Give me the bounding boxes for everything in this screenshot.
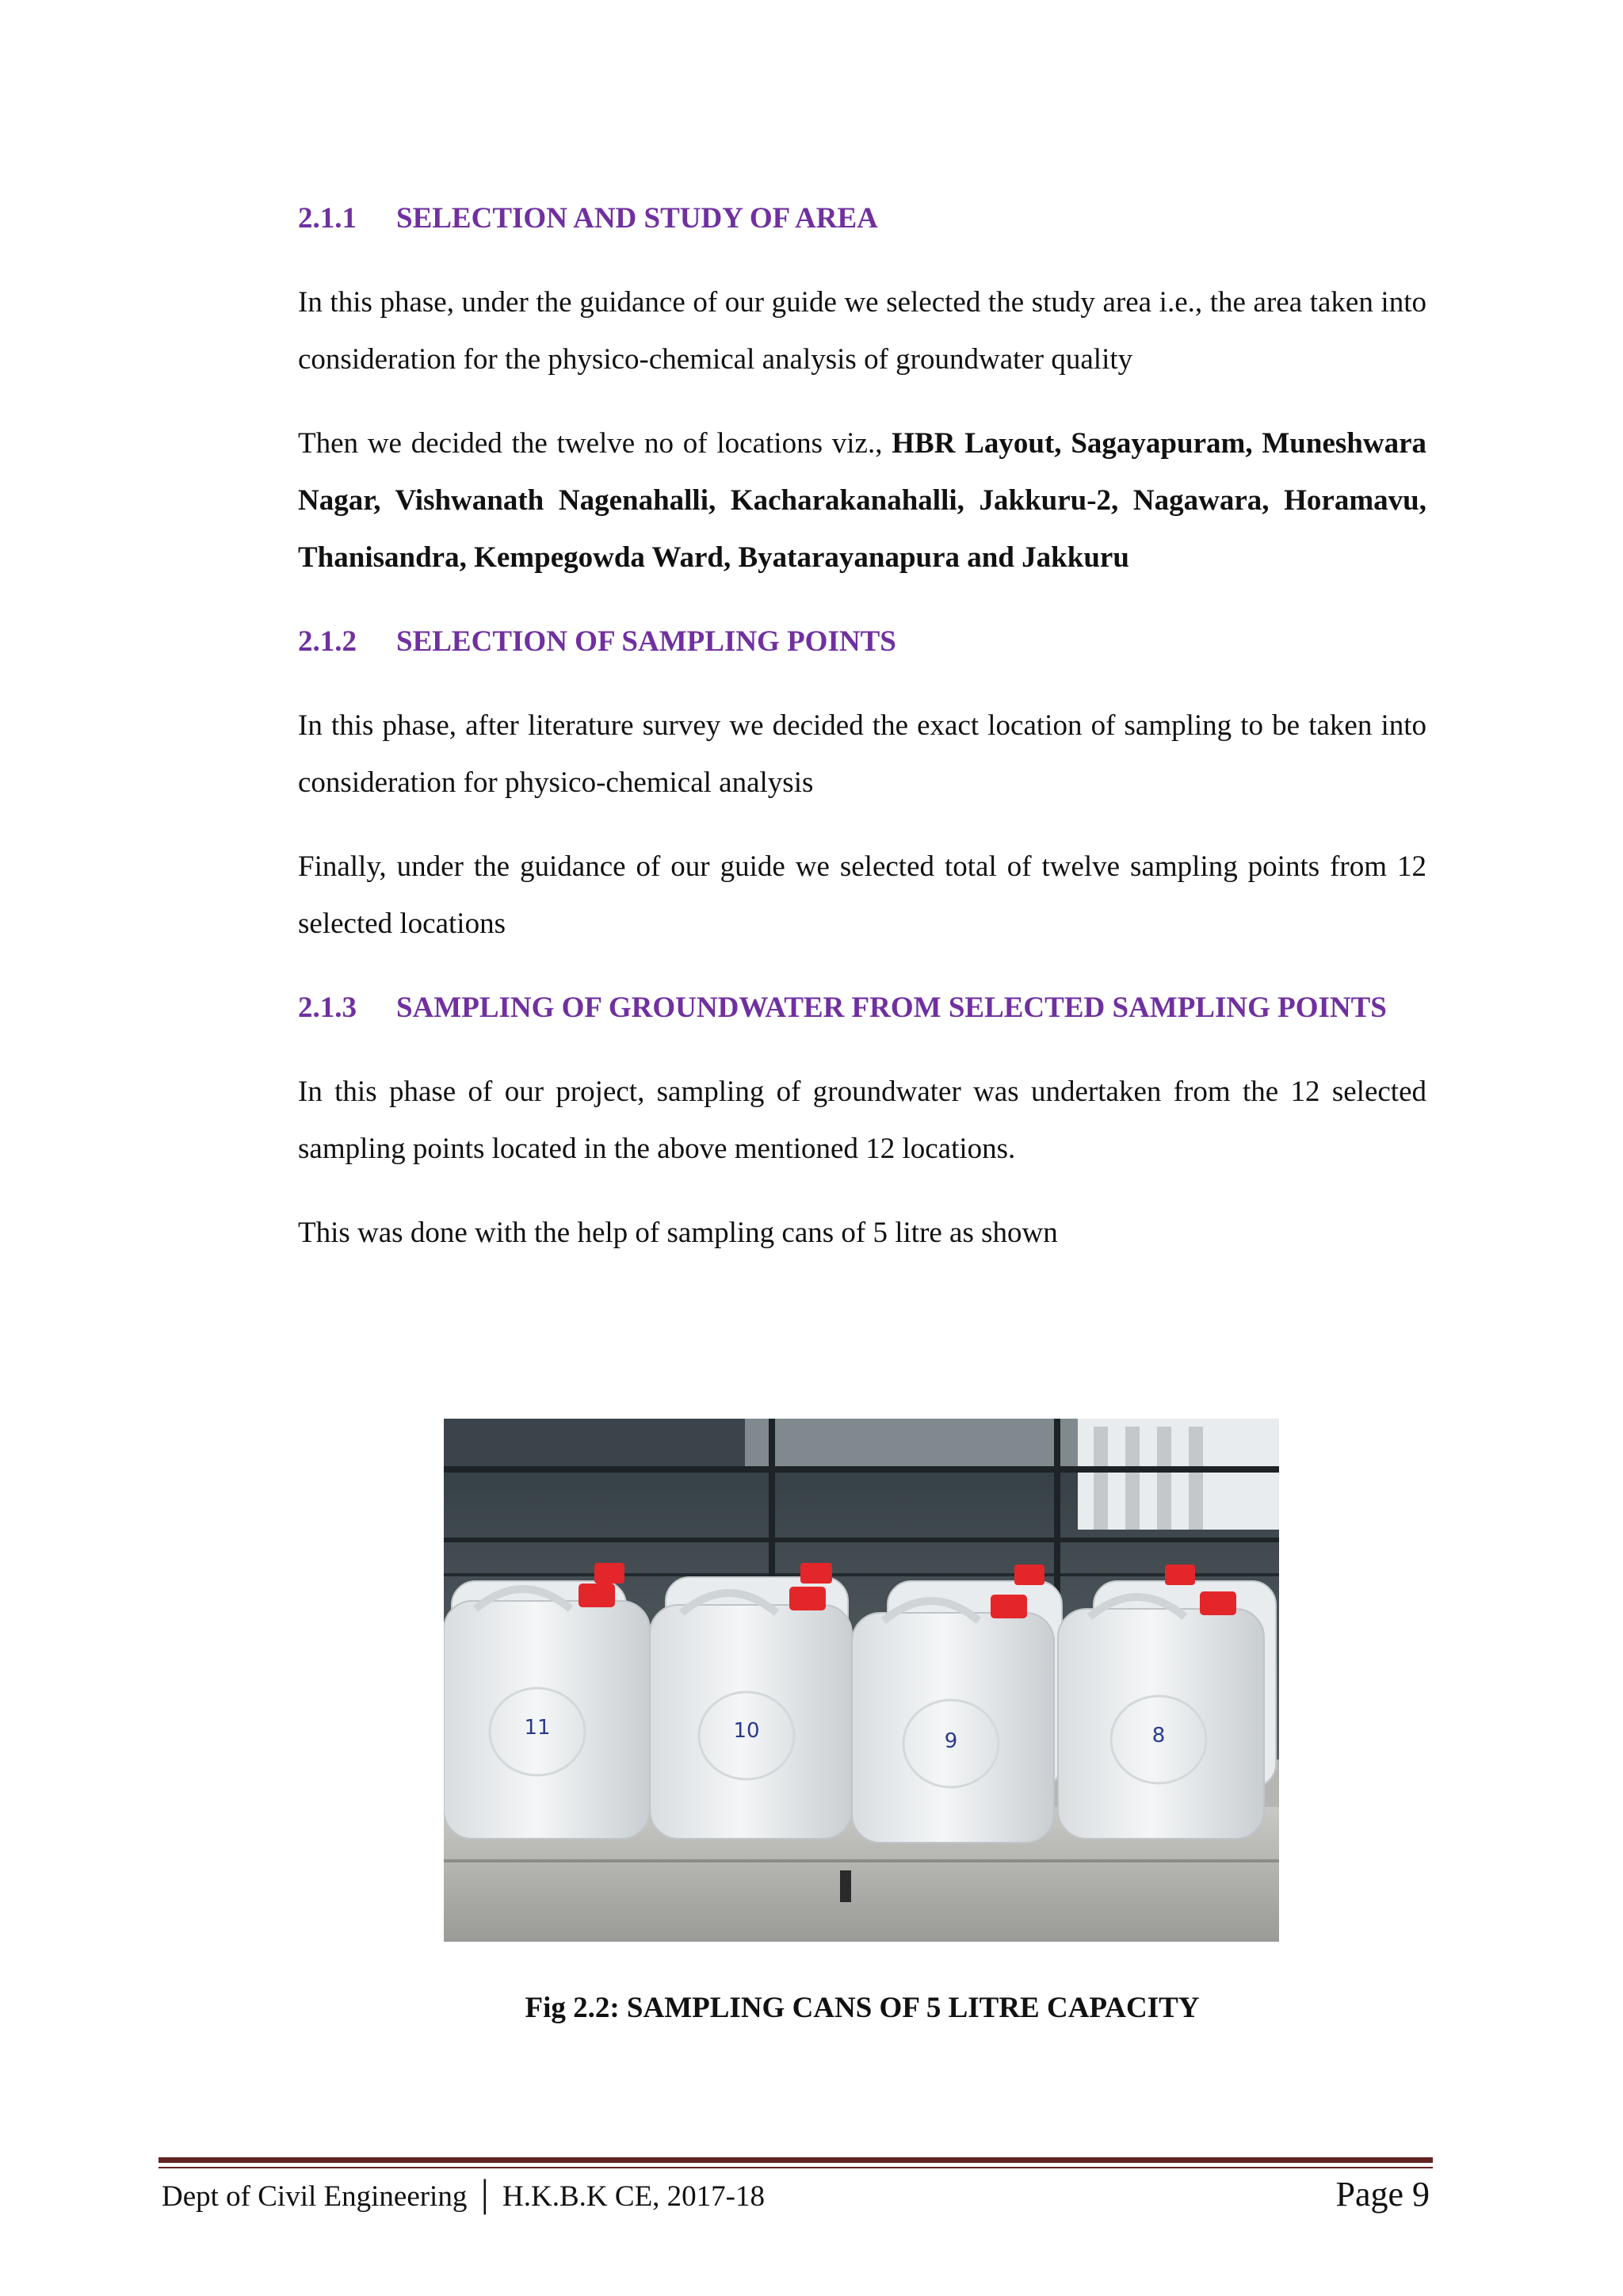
sampling-cans-photo [444,1419,1279,1942]
section-title: SELECTION AND STUDY OF AREA [396,202,878,235]
section-number: 2.1.1 [298,202,357,235]
page-number: Page 9 [1335,2175,1430,2214]
section-heading-2-1-3 [298,980,1426,1037]
can-label-10: 10 [733,1719,760,1743]
paragraph: In this phase, after literature survey we decided the exact location of sampling to be taken into consideration for physico-chemical analysis [298,709,1426,799]
paragraph: This was done with the help of sampling cans of 5 litre as shown [298,1217,1058,1249]
can-label-9: 9 [944,1729,958,1753]
section-number: 2.1.3 [298,991,357,1024]
section-title: SAMPLING OF GROUNDWATER FROM SELECTED SAMPLING POINTS [396,991,1387,1024]
paragraph-intro: Then we decided the twelve no of locations viz., [298,427,892,460]
figure-caption: Fig 2.2: SAMPLING CANS OF 5 LITRE CAPACITY [525,1992,1200,2024]
footer-department: Dept of Civil Engineering │ H.K.B.K CE, 2017-18 [162,2180,765,2213]
paragraph-locations [298,415,1426,586]
page-content [298,190,1426,1262]
locations-list: HBR Layout, Sagayapuram, Muneshwara Nagar, Vishwanath Nagenahalli, Kacharakanahalli, Jakkuru-2, Nagawara, Horamavu, Thanisandra, Kempegowda Ward, Byatarayanapura and Jakkuru [298,427,1426,574]
section-heading-2-1-1 [298,190,1426,247]
can-label-8: 8 [1151,1724,1166,1748]
paragraph: In this phase, under the guidance of our guide we selected the study area i.e., the area taken into consideration for the physico-chemical analysis of groundwater quality [298,286,1426,376]
section-heading-2-1-2 [298,613,1426,670]
footer-divider [158,2157,1433,2163]
footer-divider-thin [158,2167,1433,2168]
paragraph: Finally, under the guidance of our guide we selected total of twelve sampling points from 12 selected locations [298,850,1426,940]
section-title: SELECTION OF SAMPLING POINTS [396,625,896,658]
paragraph: In this phase of our project, sampling of groundwater was undertaken from the 12 selected sampling points located in the above mentioned 12 locations. [298,1075,1426,1165]
section-number: 2.1.2 [298,625,357,658]
can-label-11: 11 [524,1716,551,1740]
